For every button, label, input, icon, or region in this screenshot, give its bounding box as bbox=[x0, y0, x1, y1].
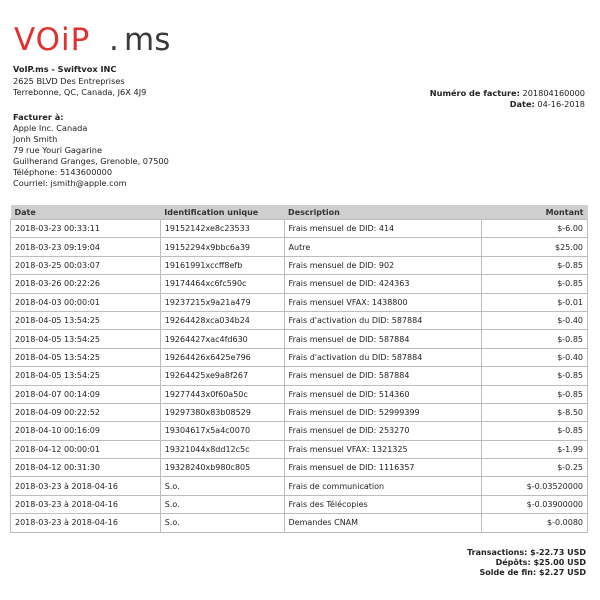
invoice-number-label: Numéro de facture: bbox=[429, 88, 520, 98]
cell-id: 19264428xca034b24 bbox=[160, 311, 284, 329]
table-header-row bbox=[11, 205, 588, 220]
cell-amount: $-0.03900000 bbox=[482, 495, 588, 513]
cell-id: 19237215x9a21a479 bbox=[160, 293, 284, 311]
cell-date: 2018-03-25 00:03:07 bbox=[11, 256, 161, 274]
bill-to-line: Courriel: jsmith@apple.com bbox=[13, 178, 127, 188]
invoice-date-label: Date: bbox=[509, 99, 535, 109]
cell-date: 2018-04-12 00:00:01 bbox=[11, 440, 161, 458]
total-deposits-label: Dépôts: bbox=[495, 558, 531, 567]
column-header-id: Identification unique bbox=[160, 205, 284, 220]
cell-description: Frais mensuel de DID: 424363 bbox=[284, 275, 482, 293]
company-address-line: 2625 BLVD Des Entreprises bbox=[13, 75, 125, 86]
cell-id: 19174464xc6fc590c bbox=[160, 275, 284, 293]
company-name: VoIP.ms - Swiftvox INC bbox=[13, 64, 117, 74]
cell-date: 2018-04-12 00:31:30 bbox=[11, 459, 161, 477]
table-row bbox=[11, 311, 588, 329]
bill-to-line: Apple Inc. Canada bbox=[13, 123, 88, 133]
column-header-amount: Montant bbox=[482, 205, 588, 220]
cell-amount: $-0.85 bbox=[482, 385, 588, 403]
cell-description: Frais d'activation du DID: 587884 bbox=[284, 348, 482, 366]
invoice-date-value: 04-16-2018 bbox=[537, 99, 585, 109]
cell-amount: $-0.85 bbox=[482, 330, 588, 348]
total-transactions-value: $-22.73 USD bbox=[530, 548, 586, 557]
svg-text:.: . bbox=[109, 22, 119, 56]
cell-date: 2018-04-05 13:54:25 bbox=[11, 330, 161, 348]
cell-id: 19264426x6425e796 bbox=[160, 348, 284, 366]
ending-balance bbox=[467, 568, 586, 578]
table-row bbox=[11, 367, 588, 385]
cell-description: Frais mensuel VFAX: 1438800 bbox=[284, 293, 482, 311]
cell-id: S.o. bbox=[160, 495, 284, 513]
cell-id: 19328240xb980c805 bbox=[160, 459, 284, 477]
bill-to-line: Jonh Smith bbox=[13, 134, 58, 144]
bill-to-line: 79 rue Youri Gagarine bbox=[13, 145, 103, 155]
cell-description: Frais mensuel de DID: 587884 bbox=[284, 330, 482, 348]
cell-date: 2018-04-09 00:22:52 bbox=[11, 403, 161, 421]
cell-description: Frais mensuel de DID: 902 bbox=[284, 256, 482, 274]
ending-balance-value: $2.27 USD bbox=[539, 568, 586, 577]
table-row bbox=[11, 440, 588, 458]
bill-to-line: Téléphone: 5143600000 bbox=[13, 167, 113, 177]
cell-amount: $-0.85 bbox=[482, 256, 588, 274]
cell-amount: $-6.00 bbox=[482, 220, 588, 238]
table-row bbox=[11, 477, 588, 495]
cell-description: Frais mensuel de DID: 52999399 bbox=[284, 403, 482, 421]
table-row bbox=[11, 293, 588, 311]
cell-amount: $-0.25 bbox=[482, 459, 588, 477]
cell-description: Frais mensuel de DID: 1116357 bbox=[284, 459, 482, 477]
invoice-date bbox=[430, 99, 585, 110]
cell-amount: $25.00 bbox=[482, 238, 588, 256]
cell-amount: $-0.40 bbox=[482, 311, 588, 329]
cell-amount: $-8.50 bbox=[482, 403, 588, 421]
cell-amount: $-1.99 bbox=[482, 440, 588, 458]
cell-amount: $-0.85 bbox=[482, 275, 588, 293]
column-header-date: Date bbox=[11, 205, 161, 220]
total-deposits-value: $25.00 USD bbox=[533, 558, 586, 567]
svg-text:ms: ms bbox=[124, 22, 171, 56]
cell-id: 19264425xe9a8f267 bbox=[160, 367, 284, 385]
invoice-number-value: 201804160000 bbox=[522, 88, 585, 98]
cell-description: Frais des Télécopies bbox=[284, 495, 482, 513]
total-transactions bbox=[467, 548, 586, 558]
cell-description: Frais mensuel de DID: 587884 bbox=[284, 367, 482, 385]
cell-date: 2018-04-03 00:00:01 bbox=[11, 293, 161, 311]
table-row bbox=[11, 459, 588, 477]
totals bbox=[467, 548, 586, 578]
cell-description: Autre bbox=[284, 238, 482, 256]
cell-id: 19161991xccff8efb bbox=[160, 256, 284, 274]
bill-to-line: Guilherand Granges, Grenoble, 07500 bbox=[13, 156, 169, 166]
invoice-meta bbox=[430, 88, 585, 110]
cell-id: 19277443x0f60a50c bbox=[160, 385, 284, 403]
cell-date: 2018-03-23 à 2018-04-16 bbox=[11, 477, 161, 495]
table-row bbox=[11, 238, 588, 256]
svg-text:VOiP: VOiP bbox=[14, 22, 91, 56]
table-row bbox=[11, 275, 588, 293]
cell-description: Demandes CNAM bbox=[284, 514, 482, 532]
total-deposits bbox=[467, 558, 586, 568]
cell-description: Frais mensuel de DID: 414 bbox=[284, 220, 482, 238]
cell-id: 19152294x9bbc6a39 bbox=[160, 238, 284, 256]
cell-date: 2018-04-05 13:54:25 bbox=[11, 311, 161, 329]
column-header-description: Description bbox=[284, 205, 482, 220]
cell-date: 2018-04-05 13:54:25 bbox=[11, 367, 161, 385]
invoice-number bbox=[430, 88, 585, 99]
cell-description: Frais mensuel de DID: 253270 bbox=[284, 422, 482, 440]
table-row bbox=[11, 256, 588, 274]
cell-amount: $-0.01 bbox=[482, 293, 588, 311]
company-address-line: Terrebonne, QC, Canada, J6X 4J9 bbox=[13, 87, 147, 97]
cell-date: 2018-03-23 09:19:04 bbox=[11, 238, 161, 256]
cell-date: 2018-03-26 00:22:26 bbox=[11, 275, 161, 293]
cell-date: 2018-03-23 à 2018-04-16 bbox=[11, 495, 161, 513]
table-row bbox=[11, 385, 588, 403]
cell-id: 19304617x5a4c0070 bbox=[160, 422, 284, 440]
cell-amount: $-0.85 bbox=[482, 422, 588, 440]
cell-amount: $-0.40 bbox=[482, 348, 588, 366]
cell-description: Frais d'activation du DID: 587884 bbox=[284, 311, 482, 329]
cell-id: 19264427xac4fd630 bbox=[160, 330, 284, 348]
table-row bbox=[11, 422, 588, 440]
table-row bbox=[11, 330, 588, 348]
cell-amount: $-0.0080 bbox=[482, 514, 588, 532]
table-row bbox=[11, 348, 588, 366]
cell-id: 19152142xe8c23533 bbox=[160, 220, 284, 238]
bill-to-title: Facturer à: bbox=[13, 112, 64, 122]
cell-amount: $-0.85 bbox=[482, 367, 588, 385]
bill-to bbox=[13, 112, 169, 189]
table-row bbox=[11, 403, 588, 421]
table-row bbox=[11, 495, 588, 513]
table-row bbox=[11, 220, 588, 238]
cell-id: S.o. bbox=[160, 514, 284, 532]
cell-amount: $-0.03520000 bbox=[482, 477, 588, 495]
total-transactions-label: Transactions: bbox=[467, 548, 528, 557]
table-row bbox=[11, 514, 588, 532]
cell-id: 19297380x83b08529 bbox=[160, 403, 284, 421]
cell-description: Frais mensuel VFAX: 1321325 bbox=[284, 440, 482, 458]
voipms-logo bbox=[14, 22, 190, 56]
cell-date: 2018-04-07 00:14:09 bbox=[11, 385, 161, 403]
ending-balance-label: Solde de fin: bbox=[479, 568, 537, 577]
cell-date: 2018-03-23 à 2018-04-16 bbox=[11, 514, 161, 532]
cell-date: 2018-04-10 00:16:09 bbox=[11, 422, 161, 440]
company-address bbox=[13, 64, 146, 99]
cell-date: 2018-04-05 13:54:25 bbox=[11, 348, 161, 366]
cell-description: Frais mensuel de DID: 514360 bbox=[284, 385, 482, 403]
cell-date: 2018-03-23 00:33:11 bbox=[11, 220, 161, 238]
cell-id: S.o. bbox=[160, 477, 284, 495]
transactions-table bbox=[10, 205, 588, 533]
cell-description: Frais de communication bbox=[284, 477, 482, 495]
cell-id: 19321044x8dd12c5c bbox=[160, 440, 284, 458]
